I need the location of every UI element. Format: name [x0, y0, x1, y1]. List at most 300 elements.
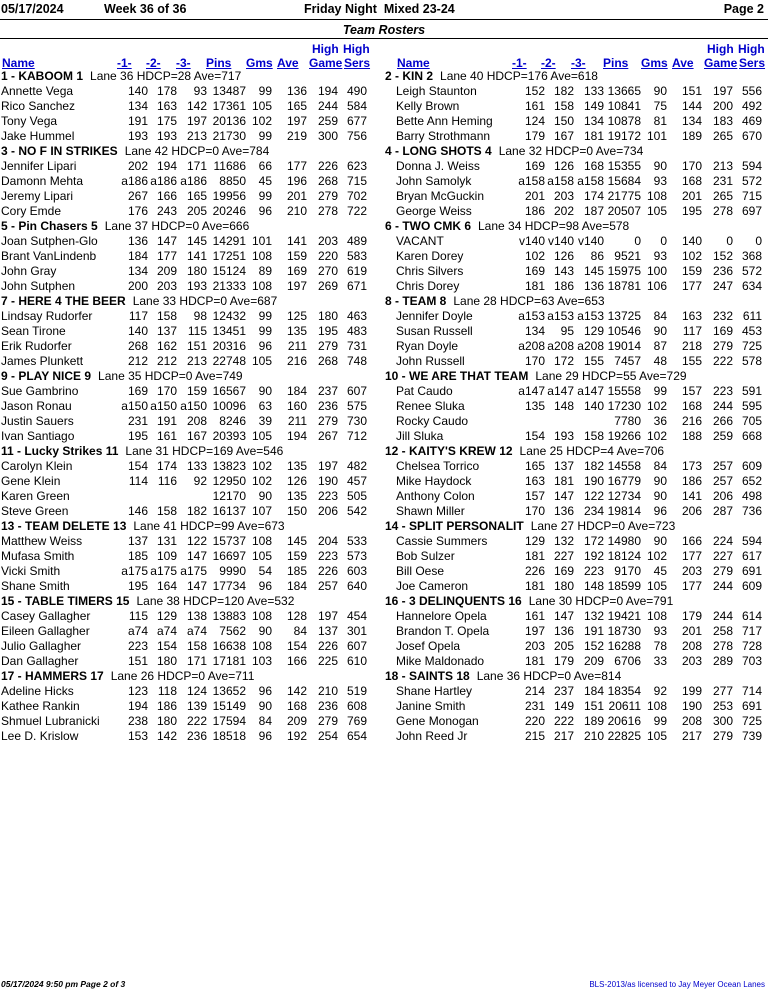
player-hs: 533	[346, 534, 367, 548]
player-pins: 9521	[614, 249, 641, 263]
player-hg: 269	[317, 279, 338, 293]
player-name: Barry Strothmann	[396, 129, 491, 143]
team-info: Lane 40 HDCP=176 Ave=618	[440, 69, 598, 83]
player-g2: a175	[150, 564, 177, 578]
player-g3: 122	[186, 534, 207, 548]
player-g2: 109	[156, 549, 177, 563]
section-divider	[0, 38, 768, 39]
player-row	[384, 654, 768, 669]
player-g2: a153	[547, 309, 574, 323]
player-g3: 208	[186, 414, 207, 428]
player-hs: 652	[741, 474, 762, 488]
player-g3: v140	[577, 234, 604, 248]
player-row	[0, 84, 384, 99]
player-g3: 92	[193, 474, 207, 488]
player-gms: 105	[251, 429, 272, 443]
player-gms: 78	[653, 639, 667, 653]
player-ave: 189	[681, 129, 702, 143]
col-ave: Ave	[672, 56, 694, 70]
player-ave: 208	[681, 639, 702, 653]
player-ave: 140	[681, 234, 702, 248]
team-block	[0, 519, 384, 594]
player-row	[384, 114, 768, 129]
player-hs: 634	[741, 279, 762, 293]
player-name: Mike Haydock	[396, 474, 472, 488]
player-gms: 90	[653, 159, 667, 173]
player-row	[384, 129, 768, 144]
player-g3: 165	[186, 189, 207, 203]
player-g1: 115	[128, 609, 148, 623]
player-hg: 226	[317, 159, 338, 173]
player-row	[0, 699, 384, 714]
player-row	[0, 474, 384, 489]
player-name: Brandon T. Opela	[396, 624, 490, 638]
player-hg: 223	[317, 549, 338, 563]
player-hg: 278	[712, 639, 733, 653]
player-hs: 301	[346, 624, 367, 638]
player-row	[384, 399, 768, 414]
player-g2: 116	[157, 474, 177, 488]
player-gms: 45	[653, 564, 667, 578]
player-g1: 226	[524, 564, 545, 578]
player-pins: 13652	[212, 684, 246, 698]
player-name: Mufasa Smith	[1, 549, 75, 563]
player-pins: 10841	[607, 99, 641, 113]
player-hs: 608	[346, 699, 367, 713]
player-pins: 6706	[614, 654, 641, 668]
player-g2: 149	[553, 699, 574, 713]
player-pins: 7562	[219, 624, 246, 638]
player-hg: 266	[712, 414, 733, 428]
player-row	[0, 624, 384, 639]
player-gms: 101	[251, 234, 272, 248]
player-g3: 159	[186, 384, 207, 398]
player-hs: 691	[741, 564, 762, 578]
player-g2: 202	[553, 204, 574, 218]
player-g1: 170	[524, 504, 545, 518]
col-g2: -2-	[541, 56, 556, 70]
player-hs: 677	[346, 114, 367, 128]
player-gms: 99	[258, 189, 272, 203]
player-ave: 177	[681, 279, 702, 293]
player-name: Vicki Smith	[1, 564, 61, 578]
player-gms: 45	[258, 174, 272, 188]
player-name: Bryan McGuckin	[396, 189, 485, 203]
player-g2: 129	[156, 609, 177, 623]
player-g2: 118	[157, 684, 177, 698]
player-g2: 147	[156, 234, 177, 248]
player-hg: 279	[712, 729, 733, 743]
player-g3: a175	[180, 564, 207, 578]
team-info: Lane 26 HDCP=0 Ave=711	[110, 669, 255, 683]
player-g1: 134	[127, 264, 148, 278]
player-g2: 95	[560, 324, 574, 338]
player-pins: 10096	[212, 399, 246, 413]
player-gms: 90	[653, 489, 667, 503]
player-g1: 186	[524, 204, 545, 218]
player-ave: 206	[681, 504, 702, 518]
player-row	[0, 99, 384, 114]
player-hs: 717	[741, 624, 762, 638]
player-name: Gene Klein	[1, 474, 61, 488]
col-high-game-bottom: Game	[704, 56, 738, 70]
player-g3: 222	[186, 714, 207, 728]
player-row	[384, 204, 768, 219]
player-hs: 575	[346, 399, 367, 413]
col-gms: Gms	[641, 56, 668, 70]
player-name: Lee D. Krislow	[1, 729, 79, 743]
player-pins: 15737	[212, 534, 246, 548]
player-hs: 670	[741, 129, 762, 143]
player-name: Janine Smith	[396, 699, 466, 713]
player-g1: 157	[524, 489, 545, 503]
player-row	[0, 459, 384, 474]
player-pins: 17734	[212, 579, 246, 593]
player-g1: 197	[524, 624, 545, 638]
player-g3: 193	[186, 279, 207, 293]
player-ave: 135	[286, 489, 307, 503]
player-g2: 132	[553, 534, 574, 548]
player-g2: 143	[553, 264, 574, 278]
player-g2: 131	[156, 534, 177, 548]
player-hs: 748	[346, 354, 367, 368]
player-gms: 84	[653, 459, 667, 473]
player-gms: 102	[251, 459, 272, 473]
player-hs: 756	[346, 129, 367, 143]
player-g1: a74	[127, 624, 148, 638]
player-g1: 181	[524, 579, 545, 593]
player-pins: 17361	[212, 99, 246, 113]
team-name: 14 - SPLIT PERSONALIT	[385, 519, 524, 533]
player-ave: 199	[681, 684, 702, 698]
player-g3: 223	[583, 564, 604, 578]
player-hs: 703	[741, 654, 762, 668]
player-gms: 81	[653, 114, 667, 128]
player-g1: 231	[524, 699, 545, 713]
player-name: George Weiss	[396, 204, 472, 218]
player-ave: 170	[681, 159, 702, 173]
player-g3: 149	[583, 99, 604, 113]
player-row	[384, 729, 768, 744]
player-hs: 603	[346, 564, 367, 578]
player-pins: 13665	[607, 84, 641, 98]
player-hg: 244	[712, 399, 733, 413]
player-name: John Reed Jr	[396, 729, 468, 743]
player-name: Chelsea Torrico	[396, 459, 480, 473]
player-gms: 108	[251, 279, 272, 293]
col-high-game-bottom: Game	[309, 56, 343, 70]
player-pins: 13451	[212, 324, 246, 338]
player-ave: 216	[286, 354, 307, 368]
player-name: John Sutphen	[1, 279, 76, 293]
team-info: Lane 36 HDCP=28 Ave=717	[90, 69, 242, 83]
player-hg: 257	[712, 459, 733, 473]
player-name: Sue Gambrino	[1, 384, 79, 398]
team-name: 11 - Lucky Strikes 11	[1, 444, 119, 458]
player-g1: 123	[127, 684, 148, 698]
footer-right: BLS-2013/as licensed to Jay Meyer Ocean Lanes	[589, 980, 765, 989]
player-hs: 619	[346, 264, 367, 278]
player-row	[384, 474, 768, 489]
player-hs: 490	[346, 84, 367, 98]
player-hg: 278	[712, 204, 733, 218]
team-info: Lane 28 HDCP=63 Ave=653	[453, 294, 605, 308]
player-name: Donna J. Weiss	[396, 159, 480, 173]
player-g3: 115	[187, 324, 207, 338]
team-name: 17 - HAMMERS 17	[1, 669, 104, 683]
player-g3: 122	[583, 489, 604, 503]
player-name: Josef Opela	[396, 639, 461, 653]
player-gms: 90	[653, 84, 667, 98]
player-g1: 195	[127, 579, 148, 593]
player-gms: 108	[646, 699, 667, 713]
player-hg: 227	[712, 549, 733, 563]
player-hs: 712	[346, 429, 367, 443]
player-name: Bette Ann Heming	[396, 114, 493, 128]
player-row	[384, 384, 768, 399]
player-ave: 144	[681, 99, 702, 113]
player-g1: 220	[524, 714, 545, 728]
team-header	[384, 519, 768, 534]
player-pins: 18781	[607, 279, 641, 293]
team-header	[0, 294, 384, 309]
player-gms: 105	[251, 99, 272, 113]
player-gms: 33	[653, 654, 667, 668]
player-pins: 0	[634, 234, 641, 248]
player-hs: 572	[741, 174, 762, 188]
player-row	[384, 99, 768, 114]
player-row	[0, 549, 384, 564]
player-row	[0, 384, 384, 399]
player-hs: 584	[346, 99, 367, 113]
player-pins: 16638	[212, 639, 246, 653]
player-hg: 236	[317, 699, 338, 713]
player-hg: 287	[712, 504, 733, 518]
player-row	[384, 714, 768, 729]
player-ave: 211	[287, 414, 307, 428]
player-g1: 140	[127, 324, 148, 338]
player-g3: a186	[180, 174, 207, 188]
player-hs: 607	[346, 639, 367, 653]
player-ave: 154	[286, 639, 307, 653]
right-roster-column	[384, 40, 768, 750]
player-hg: 244	[712, 609, 733, 623]
player-row	[384, 579, 768, 594]
player-g2: 193	[156, 129, 177, 143]
player-hg: 258	[712, 624, 733, 638]
player-g1: 152	[524, 84, 545, 98]
team-name: 8 - TEAM 8	[385, 294, 447, 308]
player-g2: 174	[156, 459, 177, 473]
player-ave: 163	[681, 309, 702, 323]
player-pins: 14558	[607, 459, 641, 473]
footer-left: 05/17/2024 9:50 pm Page 2 of 3	[1, 979, 126, 989]
player-row	[0, 429, 384, 444]
player-name: Karen Green	[1, 489, 70, 503]
player-hg: 231	[712, 174, 733, 188]
team-header	[0, 519, 384, 534]
player-hg: 226	[317, 639, 338, 653]
player-hs: 614	[741, 609, 762, 623]
player-row	[384, 354, 768, 369]
player-pins: 15975	[607, 264, 641, 278]
player-hg: 200	[712, 99, 733, 113]
player-g3: 209	[583, 654, 604, 668]
player-g1: 134	[127, 99, 148, 113]
player-g1: 170	[524, 354, 545, 368]
player-g2: 205	[553, 639, 574, 653]
player-hs: 714	[741, 684, 762, 698]
player-gms: 105	[646, 204, 667, 218]
player-gms: 90	[258, 489, 272, 503]
player-row	[0, 399, 384, 414]
player-hg: 268	[317, 174, 338, 188]
player-ave: 134	[681, 114, 702, 128]
left-roster-column	[0, 40, 384, 750]
player-name: Chris Dorey	[396, 279, 460, 293]
player-g3: 151	[583, 699, 604, 713]
player-pins: 19172	[607, 129, 641, 143]
player-row	[384, 414, 768, 429]
player-ave: 208	[681, 714, 702, 728]
player-g1: 267	[127, 189, 148, 203]
player-hs: 671	[346, 279, 367, 293]
player-g3: 93	[193, 84, 207, 98]
player-gms: 90	[653, 534, 667, 548]
player-g2: v140	[547, 234, 574, 248]
player-ave: 188	[681, 429, 702, 443]
player-g2: a147	[547, 384, 574, 398]
report-date: 05/17/2024	[1, 2, 64, 16]
player-name: Rico Sanchez	[1, 99, 76, 113]
player-g3: 138	[186, 609, 207, 623]
player-g1: 223	[127, 639, 148, 653]
team-info: Lane 41 HDCP=99 Ave=673	[133, 519, 285, 533]
player-g1: 195	[127, 429, 148, 443]
player-pins: 18518	[212, 729, 246, 743]
team-info: Lane 27 HDCP=0 Ave=723	[530, 519, 676, 533]
col-high-sers-top: High	[343, 42, 370, 56]
player-name: Kelly Brown	[396, 99, 460, 113]
player-ave: 173	[681, 459, 702, 473]
player-g3: 132	[583, 609, 604, 623]
player-g1: 117	[128, 309, 148, 323]
player-row	[384, 174, 768, 189]
player-g3: 147	[186, 579, 207, 593]
col-g3: -3-	[176, 56, 191, 70]
player-g2: 180	[156, 714, 177, 728]
player-g3: 133	[583, 84, 604, 98]
player-ave: 102	[681, 249, 702, 263]
player-row	[384, 609, 768, 624]
player-g2: 136	[553, 504, 574, 518]
team-name: 5 - Pin Chasers 5	[1, 219, 98, 233]
player-gms: 102	[646, 429, 667, 443]
player-g1: a186	[121, 174, 148, 188]
col-g3: -3-	[571, 56, 586, 70]
player-hs: 594	[741, 534, 762, 548]
player-pins: 13487	[212, 84, 246, 98]
player-pins: 21333	[212, 279, 246, 293]
player-hs: 453	[741, 324, 762, 338]
team-block	[384, 294, 768, 369]
team-block	[384, 444, 768, 519]
player-ave: 219	[286, 129, 307, 143]
player-hs: 731	[346, 339, 367, 353]
player-g2: 182	[553, 84, 574, 98]
player-name: Shmuel Lubranicki	[1, 714, 100, 728]
player-hg: 206	[317, 504, 338, 518]
column-headers-left	[0, 40, 384, 70]
player-hg: 289	[712, 654, 733, 668]
player-row	[0, 324, 384, 339]
team-header	[0, 369, 384, 384]
player-hs: 715	[346, 174, 367, 188]
player-hs: 730	[346, 414, 367, 428]
player-g1: 153	[127, 729, 148, 743]
player-hs: 668	[741, 429, 762, 443]
player-hg: 152	[712, 249, 733, 263]
player-hg: 236	[712, 264, 733, 278]
player-ave: 125	[286, 309, 307, 323]
team-block	[384, 519, 768, 594]
player-g2: 222	[553, 714, 574, 728]
player-g3: 187	[583, 204, 604, 218]
player-g3: 191	[583, 624, 604, 638]
player-row	[0, 729, 384, 744]
player-g2: 167	[553, 129, 574, 143]
player-gms: 102	[251, 474, 272, 488]
player-g3: 192	[583, 549, 604, 563]
player-g2: a186	[150, 174, 177, 188]
player-gms: 105	[646, 579, 667, 593]
player-g2: 148	[553, 399, 574, 413]
player-g1: 231	[127, 414, 148, 428]
player-row	[0, 654, 384, 669]
player-name: Shawn Miller	[396, 504, 465, 518]
player-pins: 17181	[212, 654, 246, 668]
player-hg: 279	[317, 189, 338, 203]
team-block	[0, 144, 384, 219]
player-g3: a208	[577, 339, 604, 353]
player-g2: 170	[156, 384, 177, 398]
player-row	[0, 354, 384, 369]
player-g3: 134	[583, 114, 604, 128]
player-hg: 279	[317, 714, 338, 728]
team-info: Lane 35 HDCP=0 Ave=749	[98, 369, 243, 383]
player-g2: 180	[156, 654, 177, 668]
player-row	[0, 339, 384, 354]
player-g3: 158	[583, 429, 604, 443]
player-hs: 715	[741, 189, 762, 203]
player-gms: 66	[258, 159, 272, 173]
team-name: 4 - LONG SHOTS 4	[385, 144, 492, 158]
team-header	[0, 219, 384, 234]
player-g1: 163	[524, 474, 545, 488]
player-row	[0, 234, 384, 249]
team-block	[0, 669, 384, 744]
player-row	[384, 309, 768, 324]
player-pins: 9170	[614, 564, 641, 578]
player-g2: a150	[150, 399, 177, 413]
player-g2: 126	[553, 249, 574, 263]
player-g3: 141	[186, 249, 207, 263]
player-row	[384, 534, 768, 549]
player-name: Tony Vega	[1, 114, 58, 128]
player-name: Anthony Colon	[396, 489, 475, 503]
player-ave: 135	[286, 459, 307, 473]
player-g3: 145	[583, 264, 604, 278]
